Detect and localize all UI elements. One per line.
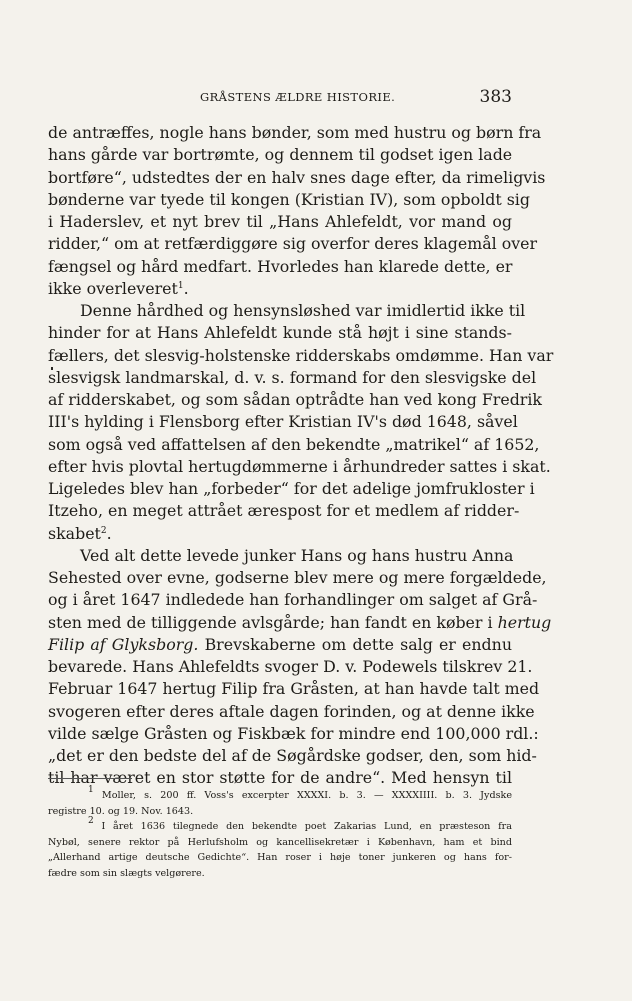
text-line: i Haderslev, et nyt brev til „Hans Ahlefeldt, vor mand og — [48, 212, 512, 231]
text-line: hans gårde var bortrømte, og dennem til godset igen lade — [48, 145, 513, 165]
running-title: GRÅSTENS ÆLDRE HISTORIE. — [200, 90, 396, 104]
text-line: vilde sælge Gråsten og Fiskbæk for mindre end 100,000 rdl.: — [48, 723, 539, 743]
text-line: som også ved affattelsen af den bekendte „matrikel“ af 1652, — [48, 434, 540, 454]
text-line: Sehested over evne, godserne blev mere og mere forgældede, — [48, 568, 547, 587]
text-line: III's hylding i Flensborg efter Kristian IV's død 1648, såvel — [48, 412, 518, 432]
footnote-mark: 2 — [100, 525, 107, 536]
text-line: fællers, det slesvig-holstenske ridderskabs omdømme. Han var — [48, 345, 554, 365]
text-line: svogeren efter deres aftale dagen forinden, og at denne ikke — [48, 701, 535, 721]
text-fragment: Brevskaberne om dette salg er endnu — [204, 634, 512, 654]
footnote-text: Moller, s. 200 ff. Voss's excerpter XXXXI. b. 3. — XXXXIIII. b. 3. Jydske — [101, 790, 512, 801]
text-line: Itzeho, en meget attrået ærespost for et medlem af ridder- — [48, 501, 520, 521]
text-line: Februar 1647 hertug Filip fra Gråsten, at han havde talt med — [48, 679, 540, 699]
footnote-line: Nybøl, senere rektor på Herlufsholm og kancellisekretær i København, ham et bind — [48, 836, 512, 848]
page-number: 383 — [479, 87, 512, 107]
page-header — [48, 87, 512, 109]
text-line: af ridderskabet, og som sådan optrådte han ved kong Fredrik — [48, 390, 542, 409]
text-line: efter hvis plovtal hertugdømmerne i århundreder sattes i skat. — [48, 456, 551, 476]
footnote-text: I året 1636 tilegnede den bekendte poet Zakarias Lund, en præsteson fra — [101, 821, 512, 833]
text-line: „det er den bedste del af de Søgårdske godser, den, som hid- — [48, 746, 537, 765]
footnote-mark: 1 — [177, 280, 184, 291]
text-line — [48, 634, 512, 656]
body-text — [48, 122, 554, 790]
text-line: bønderne var tyede til kongen (Kristian IV), som opboldt sig — [48, 189, 530, 209]
footnote-line — [48, 816, 512, 835]
text-line: slesvigsk landmarskal, d. v. s. formand for den slesvigske del — [48, 367, 537, 387]
italic-name: hertug — [497, 612, 552, 632]
text-line: hinder for at Hans Ahlefeldt kunde stå højt i sine stands- — [48, 323, 512, 343]
text-line: bevarede. Hans Ahlefeldts svoger D. v. Podewels tilskrev 21. — [48, 657, 533, 676]
paragraph-start: Denne hårdhed og hensynsløshed var imidlertid ikke til — [80, 301, 526, 320]
footnote-line: „Allerhand artige deutsche Gedichte“. Han roser i høje toner junkeren og hans for- — [48, 852, 512, 864]
footnote-line: fædre som sin slægts velgørere. — [48, 867, 205, 879]
footnote-number: 1 — [88, 785, 94, 795]
text-fragment: ikke overleveret — [48, 278, 178, 298]
text-line: de antræffes, nogle hans bønder, som med hustru og børn fra — [48, 123, 542, 142]
text-line: fængsel og hård medfart. Hvorledes han klarede dette, er — [48, 256, 513, 276]
text-line: bortføre“, udstedtes der en halv snes dage efter, da rimeligvis — [48, 167, 546, 187]
italic-name: Filip af Glyksborg. — [48, 634, 199, 654]
text-fragment: sten med de tilliggende avlsgårde; han fandt en køber i — [48, 612, 493, 632]
text-line — [48, 612, 552, 634]
footnote-divider — [48, 778, 132, 779]
text-line: ridder,“ om at retfærdiggøre sig overfor deres klagemål over — [48, 234, 538, 254]
text-fragment: skabet — [48, 523, 101, 543]
footnote-line: registre 10. og 19. Nov. 1643. — [48, 805, 194, 817]
text-line: og i året 1647 indledede han forhandlinger om salget af Grå- — [48, 590, 538, 610]
text-line: skabet$^2$. — [48, 523, 112, 543]
footnote-number: 2 — [88, 816, 94, 827]
text-line: til har været en stor støtte for de andre“. Med hensyn til — [48, 768, 512, 788]
text-line: Ligeledes blev han „forbeder“ for det adelige jomfrukloster i — [48, 479, 535, 498]
text-line: ikke overleveret$^1$. — [48, 278, 189, 298]
paragraph-start: Ved alt dette levede junker Hans og hans hustru Anna — [80, 545, 514, 565]
footnotes — [48, 785, 512, 882]
footnote-line — [48, 785, 512, 804]
